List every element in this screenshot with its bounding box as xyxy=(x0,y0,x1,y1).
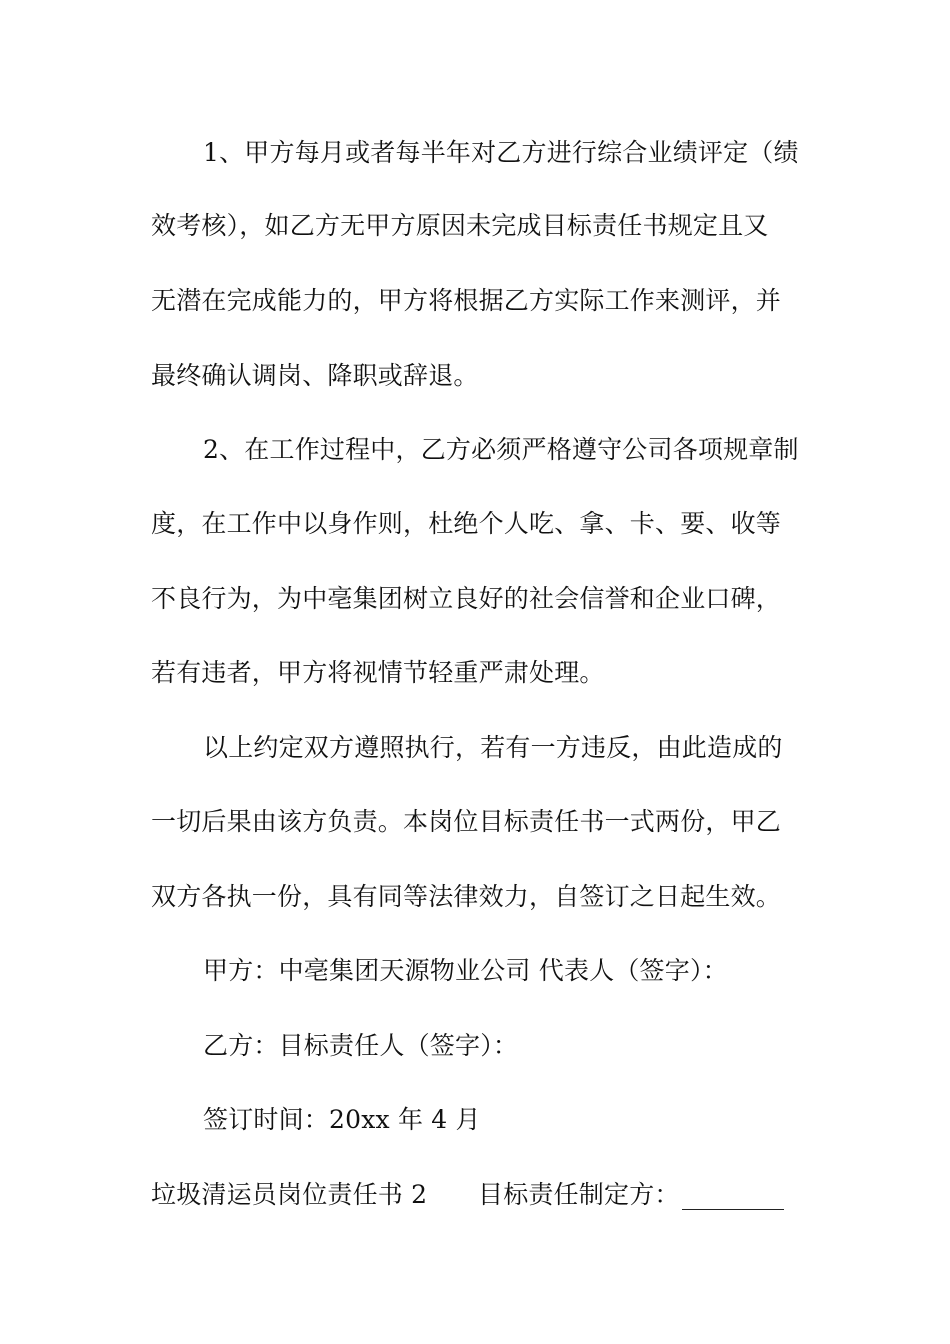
next-section-title: 垃圾清运员岗位责任书 2 xyxy=(151,1180,428,1209)
party-a-signature: 甲方：中亳集团天源物业公司 代表人（签字）： xyxy=(203,956,728,985)
target-setter-blank xyxy=(682,1185,784,1210)
paragraph-1-line-2: 效考核），如乙方无甲方原因未完成目标责任书规定且又 xyxy=(151,211,769,240)
target-setter-label: 目标责任制定方： xyxy=(478,1180,680,1209)
paragraph-3-line-3: 双方各执一份，具有同等法律效力，自签订之日起生效。 xyxy=(151,882,782,911)
paragraph-1-line-3: 无潜在完成能力的，甲方将根据乙方实际工作来测评，并 xyxy=(151,286,782,315)
party-b-signature: 乙方：目标责任人（签字）： xyxy=(203,1031,519,1060)
paragraph-3-line-2: 一切后果由该方负责。本岗位目标责任书一式两份，甲乙 xyxy=(151,807,782,836)
paragraph-2-line-2: 度，在工作中以身作则，杜绝个人吃、拿、卡、要、收等 xyxy=(151,509,782,538)
paragraph-2-line-4: 若有违者，甲方将视情节轻重严肃处理。 xyxy=(151,658,605,687)
signing-time: 签订时间：20xx 年 4 月 xyxy=(203,1105,481,1134)
target-setter-field xyxy=(478,1180,784,1210)
paragraph-1-line-4: 最终确认调岗、降职或辞退。 xyxy=(151,361,479,390)
paragraph-2-line-1: 2、在工作过程中，乙方必须严格遵守公司各项规章制 xyxy=(203,435,799,464)
paragraph-3-line-1: 以上约定双方遵照执行，若有一方违反，由此造成的 xyxy=(203,733,783,762)
paragraph-1-line-1: 1、甲方每月或者每半年对乙方进行综合业绩评定（绩 xyxy=(203,138,799,167)
paragraph-2-line-3: 不良行为，为中亳集团树立良好的社会信誉和企业口碑， xyxy=(151,584,782,613)
